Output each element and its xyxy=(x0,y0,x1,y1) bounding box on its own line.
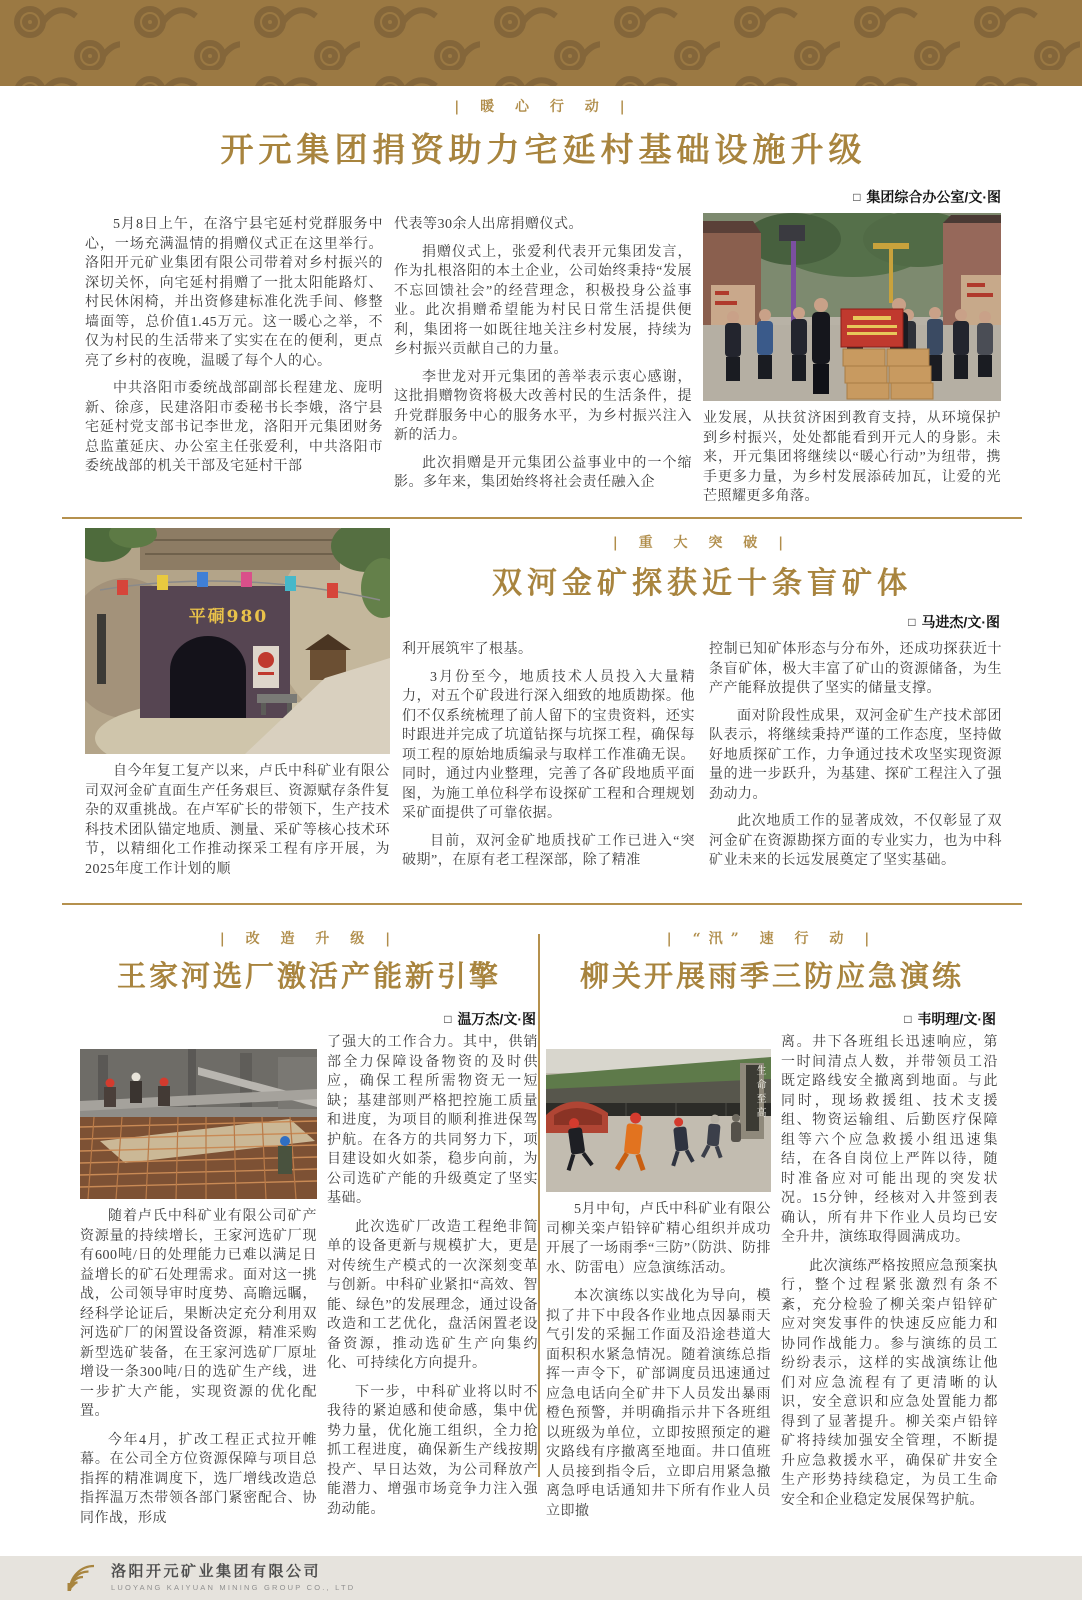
byline-square-icon: □ xyxy=(904,1012,912,1026)
article-1-tag: | 暖 心 行 动 | xyxy=(454,99,633,115)
mine-photo-graphic xyxy=(85,528,390,754)
article-paragraph: 此次地质工作的显著成效，不仅彰显了双河金矿在资源勘探方面的专业实力，也为中科矿业未来的长远发展奠定了坚实基础。 xyxy=(709,814,1002,868)
company-logo xyxy=(66,1562,355,1594)
article-paragraph: 李世龙对开元集团的善举表示衷心感谢，这批捐赠物资将极大改善村民的生活条件，提升党群服务中心的服务水平，为乡村振兴注入新的活力。 xyxy=(394,369,692,443)
construction-photo-graphic xyxy=(80,1049,317,1199)
emergency-drill-photo xyxy=(546,1049,771,1192)
article-4-col-2 xyxy=(781,1009,998,1530)
byline-square-icon: □ xyxy=(908,615,916,629)
article-4-columns xyxy=(546,1009,998,1530)
plant-construction-photo xyxy=(80,1049,317,1199)
vertical-divider xyxy=(538,934,540,1477)
mine-adit-sign: 平硐980 xyxy=(188,607,269,628)
bottom-sections xyxy=(80,912,1008,1537)
byline-text: 温万杰/文·图 xyxy=(457,1011,536,1027)
byline-text: 马进杰/文·图 xyxy=(921,614,1000,630)
mine-adit-photo xyxy=(85,528,390,754)
article-3 xyxy=(80,912,538,1537)
article-3-byline xyxy=(327,1009,538,1029)
article-paragraph: 利开展筑牢了根基。 xyxy=(402,642,533,657)
section-divider xyxy=(62,517,1022,519)
article-paragraph: 5月8日上午，在洛宁县宅延村党群服务中心，一场充满温情的捐赠仪式正在这里举行。洛阳开元矿业集团有限公司带着对乡村振兴的深切关怀，向宅延村捐赠了一批太阳能路灯、村民休闲椅，并出资修建标准化洗手间、修整墙面等，总价值1.45万元。这一暖心之举，不仅为村民的生活带来了实实在在的便利，更点亮了乡村的夜晚，温暖了每个人的心。 xyxy=(85,217,383,369)
article-3-col-1 xyxy=(80,1009,317,1537)
article-2-col-1 xyxy=(402,640,695,879)
article-paragraph: 自今年复工复产以来，卢氏中科矿业有限公司双河金矿直面生产任务艰巨、资源赋存条件复杂的双重挑战。在卢军矿长的带领下，生产技术科技术团队锚定地质、测量、采矿等核心技术环节，以精细化工作推动探采工程有序开展，为2025年度工作计划的顺 xyxy=(85,764,390,877)
article-2-byline xyxy=(402,612,1002,632)
article-paragraph: 中共洛阳市委统战部副部长程建龙、庞明新、徐彦，民建洛阳市委秘书长李娥，洛宁县宅延村党支部书记李世龙，洛阳开元集团财务总监董延庆、办公室主任张爱利，中共洛阳市委统战部的机关干部及宅延村干部 xyxy=(85,381,383,474)
article-1-byline xyxy=(703,187,1001,207)
article-3-title: 王家河选厂激活产能新引擎 xyxy=(116,959,501,993)
article-4 xyxy=(546,912,998,1537)
article-2-title: 双河金矿探获近十条盲矿体 xyxy=(492,566,912,601)
article-2-col-2 xyxy=(709,640,1002,879)
article-1-title: 开元集团捐资助力宅延村基础设施升级 xyxy=(220,130,867,169)
article-2-main xyxy=(402,528,1002,887)
article-1-columns xyxy=(85,187,1002,515)
article-paragraph: 下一步，中科矿业将以时不我待的紧迫感和使命感，集中优势力量，优化施工组织，全力抢抓工程进度，确保新生产线按期投产、早日达效，为公司释放产能潜力、增强市场竞争力注入强劲动能。 xyxy=(327,1384,538,1517)
article-1-col-3 xyxy=(703,187,1001,515)
article-2 xyxy=(85,528,1002,887)
company-name-en: LUOYANG KAIYUAN MINING GROUP CO., LTD xyxy=(111,1583,356,1593)
article-2-photo-column xyxy=(85,528,390,887)
section-divider xyxy=(62,903,1022,905)
article-paragraph: 此次演练严格按照应急预案执行，整个过程紧张激烈有条不紊，充分检验了柳关栾卢铅锌矿应对突发事件的快速反应能力和协同作战能力。参与演练的员工纷纷表示，这样的实战演练让他们对应急流程有了更清晰的认识，安全意识和应急处置能力都得到了显著提升。柳关栾卢铅锌矿将持续加强安全管理，不断提升应急救援水平，确保矿井安全生产形势持续稳定，为员工生命安全和企业稳定发展保驾护航。 xyxy=(781,1258,998,1508)
company-name-block xyxy=(111,1564,355,1593)
article-paragraph: 代表等30余人出席捐赠仪式。 xyxy=(394,217,583,232)
byline-square-icon: □ xyxy=(444,1012,452,1026)
drill-photo-graphic xyxy=(546,1049,771,1192)
article-paragraph: 随着卢氏中科矿业有限公司矿产资源量的持续增长，王家河选矿厂现有600吨/日的处理能力已难以满足日益增长的矿石处理需求。面对这一挑战，公司领导审时度势、高瞻远瞩，经科学论证后，果断决定充分利用双河选矿厂的闲置设备资源，精准采购新型选矿装备，在王家河选矿厂原址增设一条300吨/日的选矿生产线，进一步扩大产能，实现资源的优化配置。 xyxy=(80,1209,317,1419)
byline-square-icon: □ xyxy=(853,190,861,204)
article-1-col-1 xyxy=(85,187,383,515)
article-paragraph: 今年4月，扩改工程正式拉开帷幕。在公司全方位资源保障与项目总指挥的精准调度下，选厂增线改造总指挥温万杰带领各部门紧密配合、协同作战，形成 xyxy=(80,1432,317,1526)
article-paragraph: 本次演练以实战化为导向，模拟了井下中段各作业地点因暴雨天气引发的采掘工作面及沿途巷道大面积积水紧急情况。随着演练总指挥一声令下，矿部调度员迅速通过应急电话向全矿井下人员发出暴雨橙色预警，并明确指示井下各班组以班级为单位，立即按照预定的避灾路线有序撤离至地面。井口值班人员接到指令后，立即启用紧急撤离急呼电话通知井下所有作业人员立即撤 xyxy=(546,1289,771,1519)
article-2-tag: | 重 大 突 破 | xyxy=(612,535,792,551)
byline-text: 韦明理/文·图 xyxy=(917,1011,996,1027)
article-paragraph: 目前，双河金矿地质找矿工作已进入“突破期”，在原有老工程深部，除了精准 xyxy=(402,833,695,868)
company-name-cn: 洛阳开元矿业集团有限公司 xyxy=(111,1562,322,1580)
fan-logo-icon xyxy=(66,1562,102,1594)
cloud-pattern-graphic xyxy=(0,0,1082,86)
article-paragraph: 此次选矿厂改造工程绝非简单的设备更新与规模扩大，更是对传统生产模式的一次深刻变革与创新。中科矿业紧扣“高效、智能、绿色”的发展理念，通过设备改造和工艺优化，盘活闲置老设备资源，推动选矿生产向集约化、可持续化方向提升。 xyxy=(327,1219,538,1371)
article-paragraph: 面对阶段性成果，双河金矿生产技术部团队表示，将继续秉持严谨的工作态度，坚持做好地质探矿工作，力争通过技术攻坚实现资源量的进一步跃升，为基建、探矿工程注入了强劲动力。 xyxy=(709,708,1002,802)
article-paragraph: 了强大的工作合力。其中，供销部全力保障设备物资的及时供应，确保工程所需物资无一短缺；基建部则严格把控施工质量和进度，为项目的顺利推进保驾护航。在各方的共同努力下，项目建设如火如荼，稳步向前，为公司选矿产能的升级奠定了坚实基础。 xyxy=(327,1035,538,1206)
article-paragraph: 3月份至今，地质技术人员投入大量精力，对五个矿段进行深入细致的地质勘探。他们不仅系统梳理了前人留下的宝贵资料，还实时跟进并完成了坑道钻探与坑探工程，确保每项工程的原始地质编录与取样工作准确无误。同时，通过内业整理，完善了各矿段地质平面图，为施工单位科学布设探矿工程和合理规划采矿面提供了可靠依据。 xyxy=(402,669,695,821)
donation-photo-graphic xyxy=(703,213,1001,401)
article-3-columns xyxy=(80,1009,538,1537)
article-paragraph: 业发展，从扶贫济困到教育支持，从环境保护到乡村振兴，处处都能看到开元人的身影。未来，开元集团将继续以“暖心行动”为纽带，携手更多力量，为乡村发展添砖加瓦，让爱的光芒照耀更多角落。 xyxy=(703,411,1001,504)
article-paragraph: 捐赠仪式上，张爱利代表开元集团发言，作为扎根洛阳的本土企业，公司始终秉持“发展不忘回馈社会”的经营理念，积极投身公益事业。此次捐赠希望能为村民日常生活提供便利，集团将一如既往地关注乡村发展，持续为乡村振兴贡献自己的力量。 xyxy=(394,244,692,357)
safety-banner-text: 生命至高 xyxy=(754,1065,765,1121)
decorative-cloud-band xyxy=(0,0,1082,86)
donation-ceremony-photo xyxy=(703,213,1001,401)
page-footer xyxy=(0,1556,1082,1600)
article-2-columns xyxy=(402,640,1002,879)
article-1-col-2 xyxy=(394,187,692,515)
article-4-tag: | “汛” 速 行 动 | xyxy=(666,931,878,947)
article-paragraph: 5月中旬，卢氏中科矿业有限公司柳关栾卢铅锌矿精心组织并成功开展了一场雨季“三防”（防洪、防排水、防雷电）应急演练活动。 xyxy=(546,1202,771,1276)
article-3-col-2 xyxy=(327,1009,538,1537)
article-4-title: 柳关开展雨季三防应急演练 xyxy=(579,959,964,993)
article-paragraph: 此次捐赠是开元集团公益事业中的一个缩影。多年来，集团始终将社会责任融入企 xyxy=(394,455,692,490)
article-paragraph: 离。井下各班组长迅速响应，第一时间清点人数，并带领员工沿既定路线安全撤离到地面。与此同时，现场救援组、技术支援组、物资运输组、后勤医疗保障组等六个应急救援小组迅速集结，在各自岗位上严阵以待，随时准备应对可能出现的突发状况。15分钟，经核对入井签到表确认，所有井下作业人员均已安全升井，演练取得圆满成功。 xyxy=(781,1035,998,1245)
article-4-byline xyxy=(781,1009,998,1029)
article-3-tag: | 改 造 升 级 | xyxy=(219,931,399,947)
article-4-col-1 xyxy=(546,1009,771,1530)
article-1 xyxy=(85,96,1002,515)
byline-text: 集团综合办公室/文·图 xyxy=(866,189,1001,205)
article-paragraph: 控制已知矿体形态与分布外，还成功探获近十条盲矿体，极大丰富了矿山的资源储备，为生产产能释放提供了坚实的储量支撑。 xyxy=(709,642,1002,696)
